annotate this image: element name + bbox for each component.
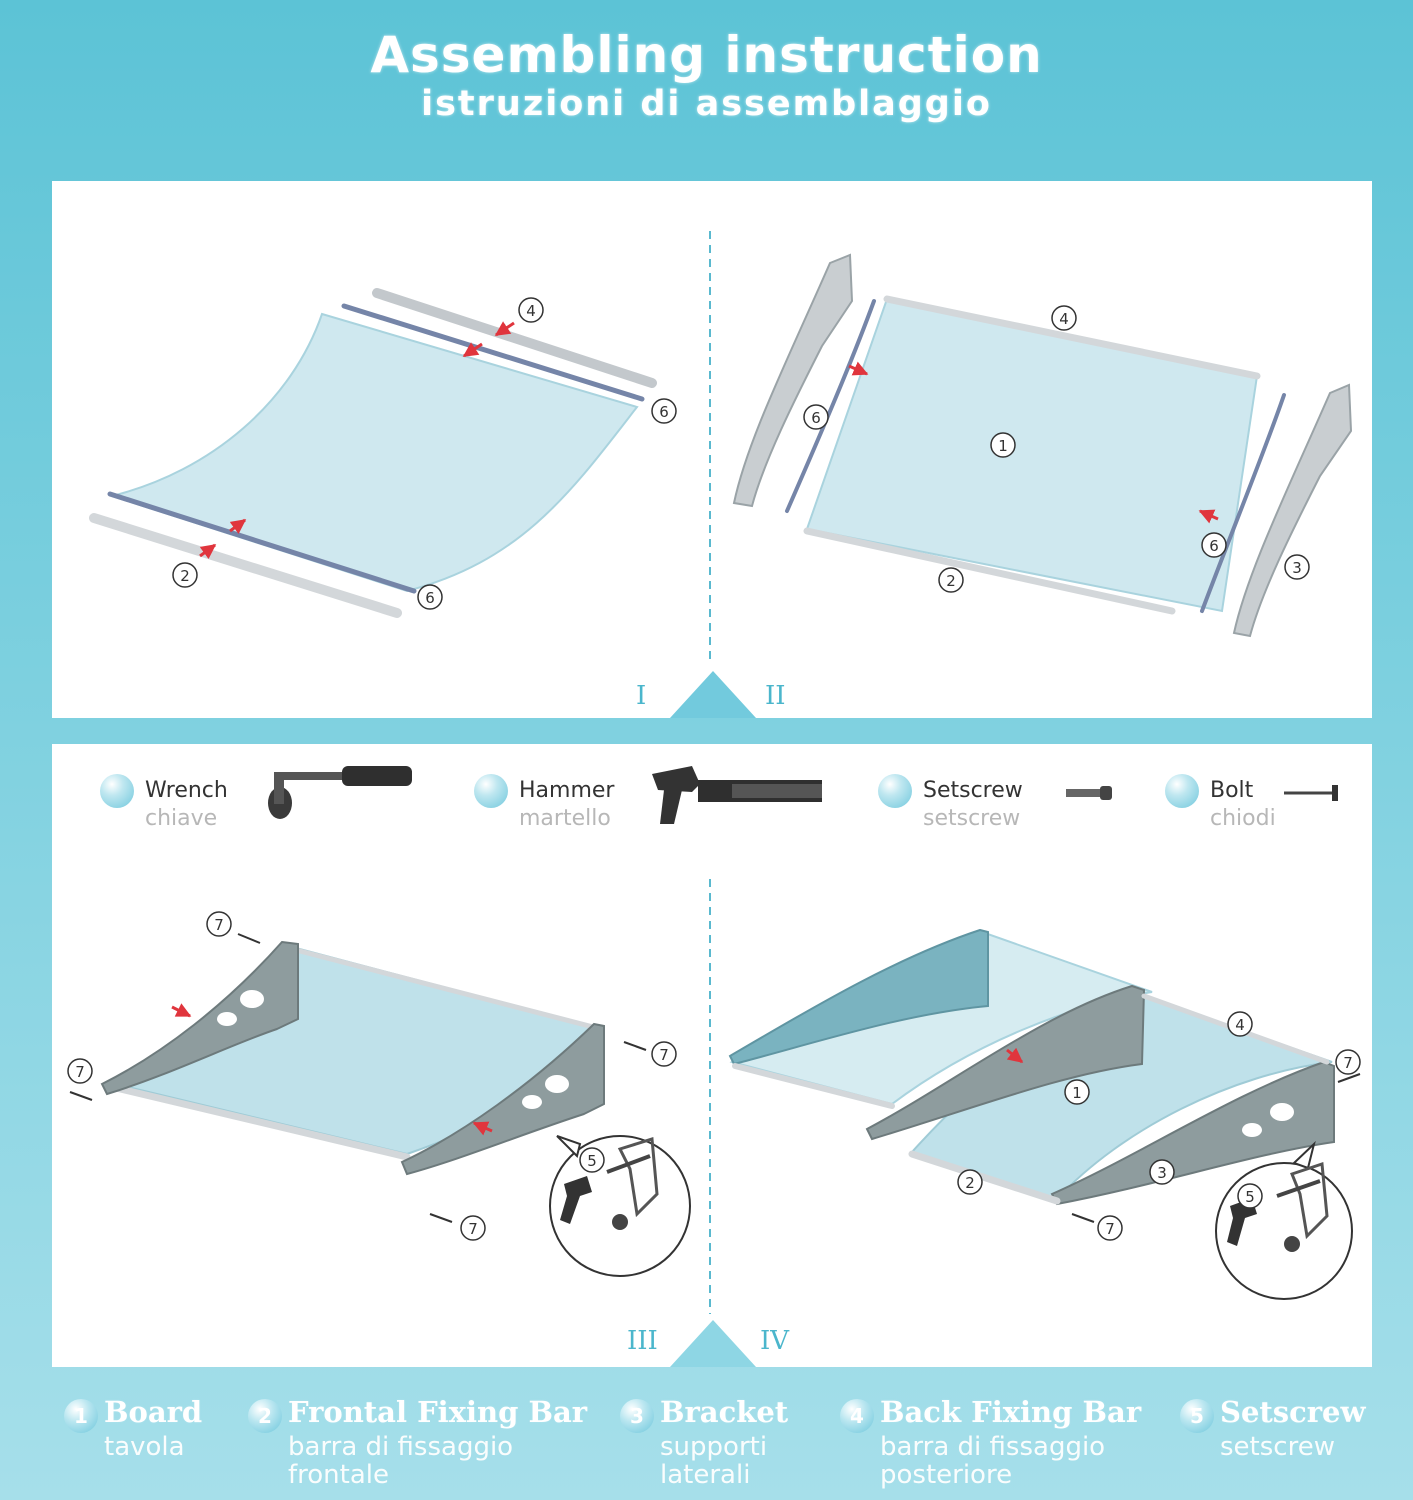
legend-sub: setscrew — [1220, 1432, 1335, 1462]
legend-number: 1 — [64, 1399, 98, 1433]
tool-name: Hammer — [519, 778, 615, 803]
svg-text:7: 7 — [659, 1046, 669, 1064]
callout-7 — [68, 1059, 92, 1083]
callout-2 — [173, 563, 197, 587]
tool-sub: setscrew — [923, 806, 1021, 831]
tool-bullet — [100, 774, 134, 808]
bracket — [1234, 385, 1351, 636]
setscrew-detail-zoom — [1216, 1144, 1352, 1299]
callout-2 — [939, 568, 963, 592]
steps-3-4-illustration — [52, 744, 1372, 1367]
svg-text:7: 7 — [75, 1063, 85, 1081]
legend-sub: barra di fissaggio posteriore — [880, 1432, 1106, 1490]
legend-title: Board — [104, 1395, 203, 1429]
legend-sub: tavola — [104, 1432, 185, 1462]
step-label-4: IV — [760, 1326, 790, 1356]
callout-6 — [1202, 533, 1226, 557]
callout-6 — [652, 399, 676, 423]
callout-7 — [461, 1216, 485, 1240]
legend-number: 4 — [840, 1399, 874, 1433]
page-title: Assembling instruction — [370, 26, 1043, 84]
steps-panel-bottom — [52, 744, 1372, 1367]
legend-sub: supporti laterali — [660, 1432, 768, 1490]
setscrew-detail-zoom — [550, 1136, 690, 1276]
callout-3 — [1285, 555, 1309, 579]
tool-name: Setscrew — [923, 778, 1023, 803]
legend-title: Bracket — [660, 1395, 789, 1429]
step-marker-notch — [670, 1320, 756, 1367]
tool-sub: chiave — [145, 806, 218, 831]
svg-text:6: 6 — [811, 409, 821, 427]
wrench-icon — [268, 766, 412, 819]
tool-bullet — [474, 774, 508, 808]
callout-4 — [1052, 306, 1076, 330]
svg-text:6: 6 — [1209, 537, 1219, 555]
step-marker-notch — [670, 671, 756, 718]
step-label-3: III — [627, 1326, 658, 1356]
svg-text:4: 4 — [526, 302, 536, 320]
svg-text:1: 1 — [998, 437, 1008, 455]
callout-3 — [1150, 1160, 1174, 1184]
tool-sub: martello — [519, 806, 611, 831]
setscrew-icon — [1066, 786, 1112, 800]
svg-text:2: 2 — [965, 1174, 975, 1192]
svg-text:2: 2 — [946, 572, 956, 590]
svg-text:6: 6 — [425, 589, 435, 607]
hammer-icon — [652, 766, 822, 824]
callout-7 — [652, 1042, 676, 1066]
arrow-icon — [172, 1007, 190, 1016]
legend-title: Back Fixing Bar — [880, 1395, 1142, 1429]
steps-panel-top — [52, 181, 1372, 718]
svg-text:2: 2 — [180, 567, 190, 585]
callout-2 — [958, 1170, 982, 1194]
step2-drawing — [734, 255, 1351, 636]
bolt-icon — [1284, 785, 1338, 801]
callout-1 — [991, 433, 1015, 457]
svg-text:3: 3 — [1157, 1164, 1167, 1182]
callout-7 — [1336, 1050, 1360, 1074]
step1-drawing — [94, 293, 676, 613]
callout-4 — [1228, 1012, 1252, 1036]
board-shape — [807, 299, 1257, 611]
svg-text:5: 5 — [587, 1152, 597, 1170]
step-label-1: I — [636, 681, 647, 711]
svg-text:4: 4 — [1235, 1016, 1245, 1034]
legend-number: 2 — [248, 1399, 282, 1433]
tool-sub: chiodi — [1210, 806, 1276, 831]
header — [0, 20, 1413, 124]
svg-text:4: 4 — [1059, 310, 1069, 328]
step-label-2: II — [765, 681, 786, 711]
svg-text:7: 7 — [1343, 1054, 1353, 1072]
svg-text:6: 6 — [659, 403, 669, 421]
step3-drawing — [68, 912, 690, 1276]
svg-text:7: 7 — [1105, 1220, 1115, 1238]
svg-text:5: 5 — [1245, 1188, 1255, 1206]
svg-text:1: 1 — [1072, 1084, 1082, 1102]
page-subtitle: istruzioni di assemblaggio — [421, 84, 992, 124]
step4-drawing — [730, 930, 1360, 1299]
callout-6 — [804, 405, 828, 429]
legend-number: 3 — [620, 1399, 654, 1433]
tool-bullet — [1165, 774, 1199, 808]
callout-6 — [418, 585, 442, 609]
tool-name: Wrench — [145, 778, 228, 803]
svg-text:7: 7 — [214, 916, 224, 934]
steps-1-2-illustration — [52, 181, 1372, 718]
callout-1 — [1065, 1080, 1089, 1104]
svg-text:7: 7 — [468, 1220, 478, 1238]
legend-number: 5 — [1180, 1399, 1214, 1433]
callout-7 — [207, 912, 231, 936]
tool-name: Bolt — [1210, 778, 1254, 803]
tool-bullet — [878, 774, 912, 808]
legend-sub: barra di fissaggio frontale — [288, 1432, 514, 1490]
svg-text:3: 3 — [1292, 559, 1302, 577]
callout-4 — [519, 298, 543, 322]
legend-title: Setscrew — [1220, 1395, 1366, 1429]
legend-title: Frontal Fixing Bar — [288, 1395, 588, 1429]
callout-7 — [1098, 1216, 1122, 1240]
